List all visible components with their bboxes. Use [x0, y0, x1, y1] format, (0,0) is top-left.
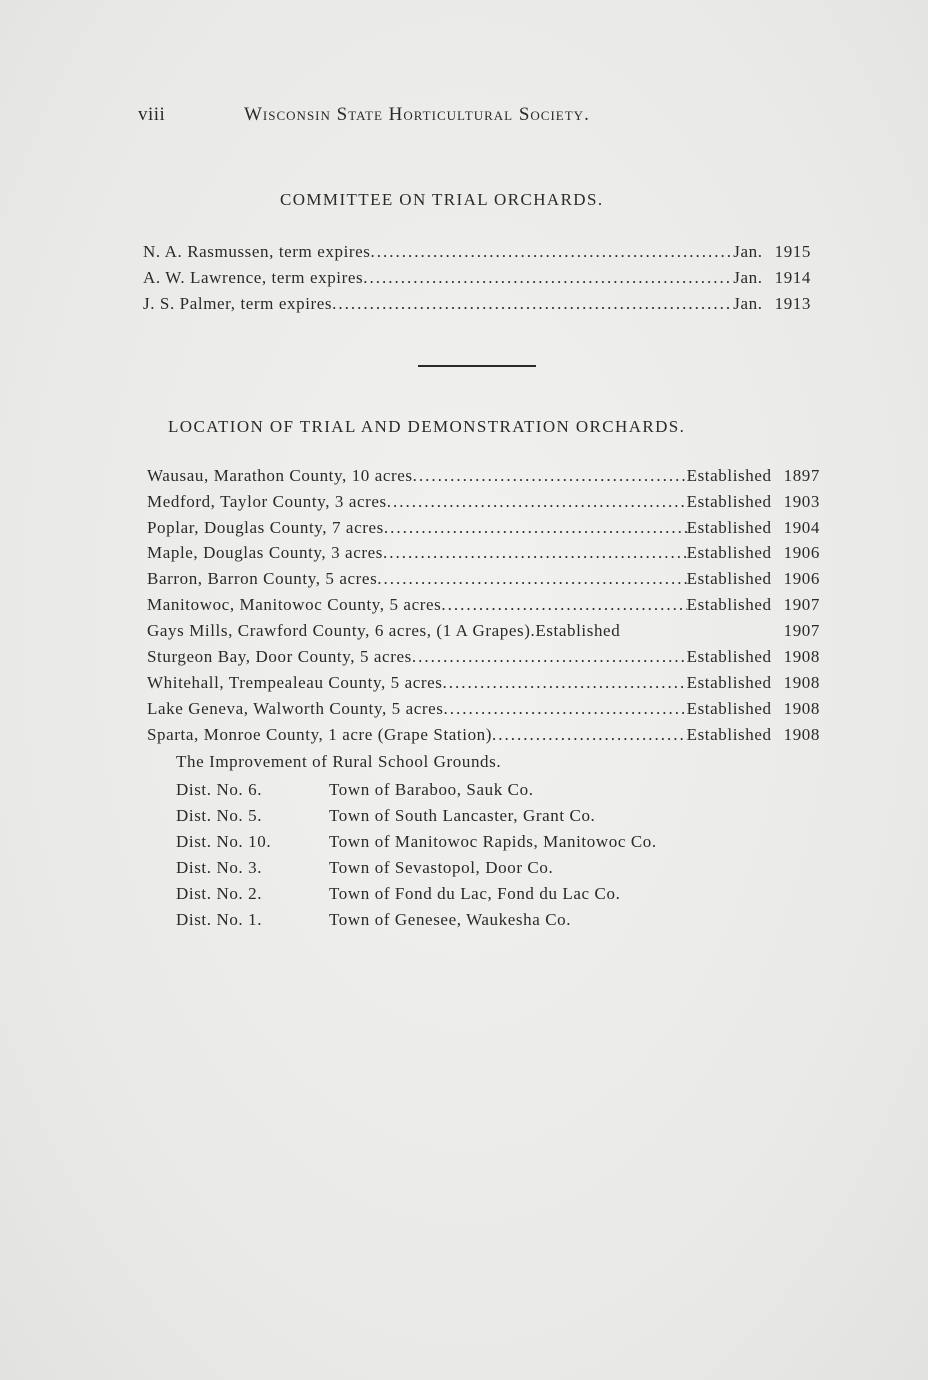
orchard-year: 1908 [783, 699, 820, 718]
member-name: J. S. Palmer, term expires [143, 294, 333, 313]
orchard-place: Whitehall, Trempealeau County, 5 acres [147, 673, 443, 692]
orchard-place: Wausau, Marathon County, 10 acres [147, 466, 413, 485]
orchard-entry [147, 699, 820, 719]
dot-leader [444, 699, 687, 719]
dot-leader [387, 492, 687, 512]
orchard-place: Sparta, Monroe County, 1 acre (Grape Station) [147, 725, 493, 744]
orchard-status: Established [686, 725, 772, 744]
orchard-place: Barron, Barron County, 5 acres [147, 569, 378, 588]
orchard-entry [147, 647, 820, 667]
section-divider [418, 365, 536, 367]
district-number: Dist. No. 3. [176, 858, 263, 877]
district-town: Town of Manitowoc Rapids, Manitowoc Co. [329, 832, 657, 851]
dot-leader [413, 466, 687, 486]
orchard-place: Maple, Douglas County, 3 acres [147, 543, 383, 562]
orchard-year: 1908 [783, 725, 820, 744]
rural-schools-title: The Improvement of Rural School Grounds. [176, 752, 502, 771]
district-number: Dist. No. 6. [176, 780, 263, 799]
orchard-status: Established [686, 543, 772, 562]
district-number: Dist. No. 10. [176, 832, 272, 851]
orchard-year: 1907 [783, 595, 820, 614]
committee-heading: COMMITTEE ON TRIAL ORCHARDS. [280, 190, 604, 209]
orchard-status: Established [686, 466, 772, 485]
orchard-status: Established [686, 699, 772, 718]
district-number: Dist. No. 5. [176, 806, 263, 825]
term-year: 1913 [774, 294, 811, 313]
orchard-entry [147, 492, 820, 512]
orchard-status: Established [686, 673, 772, 692]
committee-member [143, 242, 811, 262]
orchard-year: 1908 [783, 647, 820, 666]
term-year: 1915 [774, 242, 811, 261]
orchard-entry [147, 518, 820, 538]
term-month: Jan. [733, 268, 763, 287]
orchard-year: 1897 [783, 466, 820, 485]
orchard-place: Manitowoc, Manitowoc County, 5 acres [147, 595, 442, 614]
dot-leader [371, 242, 734, 262]
orchard-place: Sturgeon Bay, Door County, 5 acres [147, 647, 412, 666]
district-town: Town of Genesee, Waukesha Co. [329, 910, 572, 929]
dot-leader [363, 268, 733, 288]
member-name: A. W. Lawrence, term expires [143, 268, 364, 287]
orchard-year: 1903 [783, 492, 820, 511]
orchard-entry [147, 725, 820, 745]
dot-leader [332, 294, 733, 314]
orchard-status: Established [686, 595, 772, 614]
district-town: Town of Baraboo, Sauk Co. [329, 780, 534, 799]
term-year: 1914 [774, 268, 811, 287]
orchard-status: Established [686, 492, 772, 511]
dot-leader [384, 518, 687, 538]
dot-leader [383, 543, 687, 563]
dot-leader [412, 647, 687, 667]
orchard-year: 1908 [783, 673, 820, 692]
orchard-place: Lake Geneva, Walworth County, 5 acres [147, 699, 444, 718]
orchard-year: 1906 [783, 569, 820, 588]
orchard-entry [147, 621, 820, 641]
page-header [138, 104, 718, 134]
term-month: Jan. [733, 242, 763, 261]
dot-leader [441, 595, 686, 615]
orchard-entry [147, 673, 820, 693]
orchard-status: Established [686, 518, 772, 537]
committee-member [143, 268, 811, 288]
district-town: Town of Fond du Lac, Fond du Lac Co. [329, 884, 621, 903]
orchard-year: 1904 [783, 518, 820, 537]
orchard-status: Established [686, 647, 772, 666]
dot-leader [492, 725, 687, 745]
orchard-place: Poplar, Douglas County, 7 acres [147, 518, 384, 537]
orchard-status: Established [535, 621, 621, 640]
running-title: Wisconsin State Horticultural Society. [244, 104, 590, 125]
dot-leader [377, 569, 686, 589]
orchard-entry [147, 595, 820, 615]
district-town: Town of South Lancaster, Grant Co. [329, 806, 596, 825]
orchard-place: Medford, Taylor County, 3 acres [147, 492, 387, 511]
district-number: Dist. No. 2. [176, 884, 263, 903]
locations-heading: LOCATION OF TRIAL AND DEMONSTRATION ORCHARDS. [168, 417, 686, 436]
orchard-entry [147, 466, 820, 486]
page-number: viii [138, 104, 166, 125]
orchard-status: Established [686, 569, 772, 588]
district-number: Dist. No. 1. [176, 910, 263, 929]
dot-leader [443, 673, 687, 693]
member-name: N. A. Rasmussen, term expires [143, 242, 371, 261]
district-town: Town of Sevastopol, Door Co. [329, 858, 554, 877]
term-month: Jan. [733, 294, 763, 313]
orchard-place: Gays Mills, Crawford County, 6 acres, (1 A Grapes). [147, 621, 536, 640]
orchard-year: 1906 [783, 543, 820, 562]
orchard-entry [147, 569, 820, 589]
orchard-entry [147, 543, 820, 563]
orchard-year: 1907 [783, 621, 820, 640]
committee-member [143, 294, 811, 314]
